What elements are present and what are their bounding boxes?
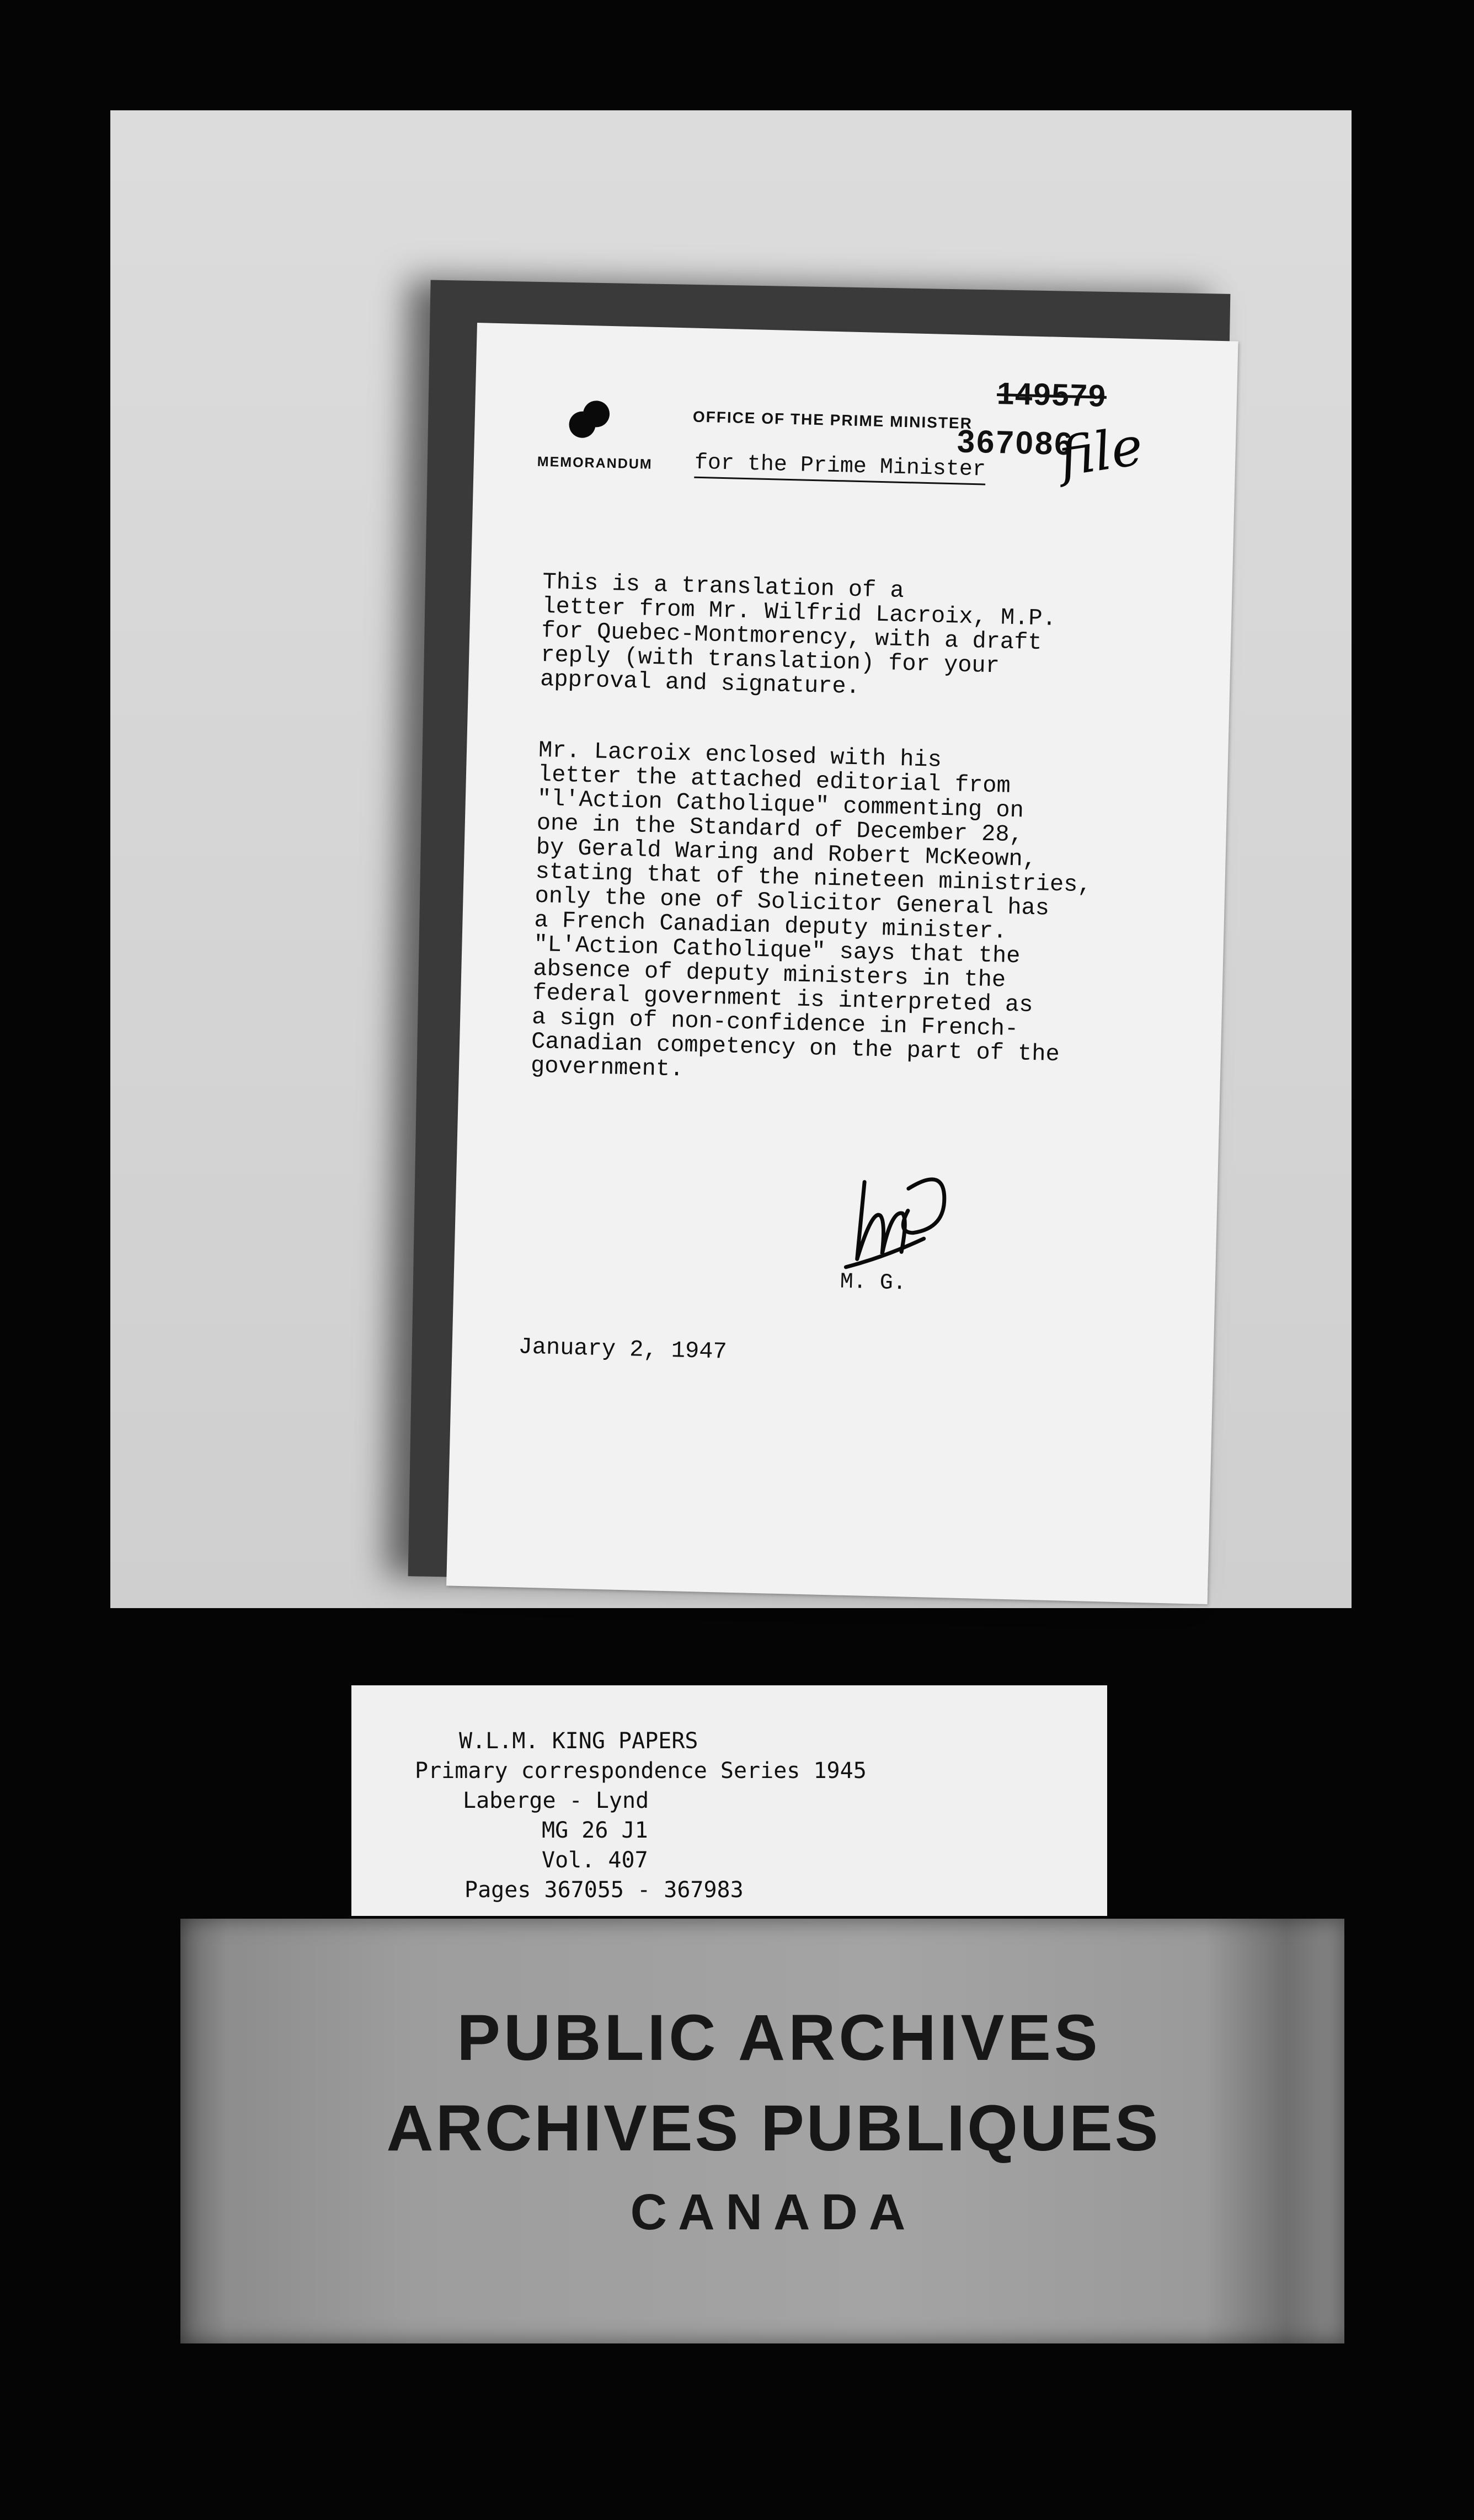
archives-french: ARCHIVES PUBLIQUES <box>386 2092 1161 2165</box>
memorandum-label: MEMORANDUM <box>537 453 653 472</box>
office-heading: OFFICE OF THE PRIME MINISTER <box>692 408 973 432</box>
file-number: 367086 <box>957 423 1075 462</box>
collection-label-card <box>351 1685 1107 1916</box>
public-archives-stamp <box>180 1919 1344 2343</box>
label-line: Primary correspondence Series 1945 <box>415 1758 867 1784</box>
memorandum-page <box>446 323 1238 1604</box>
label-line: Pages 367055 - 367983 <box>464 1877 744 1903</box>
label-line: W.L.M. KING PAPERS <box>459 1728 698 1754</box>
label-line: MG 26 J1 <box>542 1818 648 1843</box>
archives-country: CANADA <box>630 2184 917 2240</box>
struck-file-number: 149579 <box>996 376 1107 413</box>
office-logo-icon <box>565 397 616 442</box>
memo-date: January 2, 1947 <box>518 1333 728 1365</box>
label-line: Laberge - Lynd <box>463 1788 649 1813</box>
initials: M. G. <box>840 1269 907 1296</box>
memo-paragraph: Mr. Lacroix enclosed with his letter the attached editorial from "l'Action Catholique" commenting on one in the Standard of December 28, by Gerald Waring and Robert McKeown, stating that of the nineteen ministries, only the one of Solicitor General has a French Canadian deputy minister. "L'Action Catholique" says that the absence of deputy ministers in the federal government is interpreted as a sign of non-confidence in French- Canadian competency on the part of the government. <box>530 736 1092 1083</box>
handwritten-signature <box>840 1149 959 1278</box>
handwritten-file-note: file <box>1055 414 1147 489</box>
photo-mount-board <box>110 110 1352 1608</box>
label-line: Vol. 407 <box>542 1848 648 1873</box>
addressee-line: for the Prime Minister <box>694 451 986 485</box>
memo-paragraph: This is a translation of a letter from Mr. Wilfrid Lacroix, M.P. for Quebec-Montmorency, with a draft reply (with translation) for your approval and signature. <box>540 569 1057 701</box>
archives-english: PUBLIC ARCHIVES <box>457 2001 1101 2074</box>
